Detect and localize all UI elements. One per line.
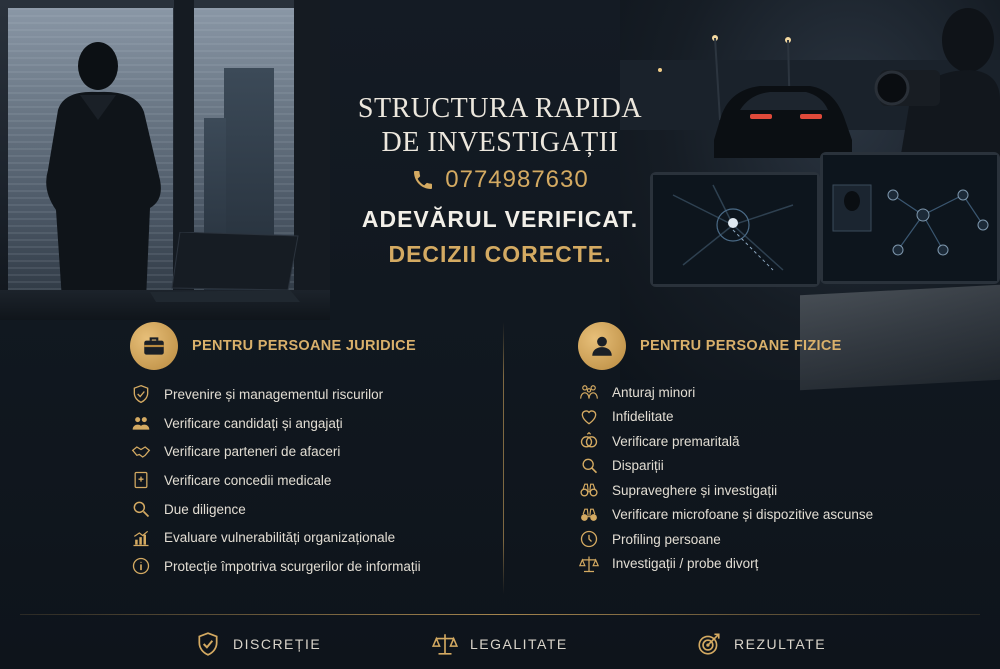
heart-icon [578, 406, 600, 428]
individuals-list [578, 380, 958, 576]
profile-icon [578, 528, 600, 550]
legal-entities-section [130, 322, 490, 581]
tagline-line-2: DECIZII CORECTE. [388, 241, 612, 267]
item-label: Anturaj minori [612, 384, 696, 400]
handshake-icon [130, 441, 152, 463]
list-item [578, 380, 958, 405]
shield-check-icon [195, 631, 221, 657]
monitor-map-image [650, 172, 820, 287]
briefcase-icon [130, 322, 178, 370]
phone-icon [411, 168, 435, 192]
item-label: Prevenire și managementul riscurilor [164, 386, 384, 402]
target-icon [696, 631, 722, 657]
list-item [130, 495, 490, 524]
list-item [578, 503, 958, 528]
shield-check-icon [130, 383, 152, 405]
list-item [130, 380, 490, 409]
item-label: Due diligence [164, 501, 246, 517]
scales-icon [432, 631, 458, 657]
list-item [130, 466, 490, 495]
monitor-network-image [820, 152, 1000, 284]
medical-document-icon [130, 469, 152, 491]
legal-entities-list [130, 380, 490, 581]
individuals-title: PENTRU PERSOANE FIZICE [640, 338, 842, 354]
group-icon [578, 381, 600, 403]
scales-icon [578, 553, 600, 575]
people-icon [130, 412, 152, 434]
phone-row [330, 166, 670, 194]
footer-results [696, 628, 826, 660]
info-shield-icon [130, 555, 152, 577]
footer-divider [20, 614, 980, 615]
list-item [578, 405, 958, 430]
list-item [578, 454, 958, 479]
headline [330, 92, 670, 268]
item-label: Dispariții [612, 458, 664, 474]
list-item [130, 523, 490, 552]
item-label: Investigații / probe divorț [612, 556, 759, 572]
office-scene-image [0, 0, 330, 320]
list-item [130, 552, 490, 581]
list-item [130, 409, 490, 438]
person-icon [578, 322, 626, 370]
title-line-1: STRUCTURA RAPIDA [357, 93, 643, 124]
legal-entities-title: PENTRU PERSOANE JURIDICE [192, 338, 416, 354]
phone-number[interactable]: 0774987630 [445, 166, 589, 193]
missing-person-icon [578, 455, 600, 477]
magnifier-icon [130, 498, 152, 520]
list-item [578, 527, 958, 552]
laptop-image [150, 232, 300, 302]
individuals-header [578, 322, 958, 370]
item-label: Infidelitate [612, 409, 674, 425]
binoculars-icon [578, 479, 600, 501]
list-item [578, 429, 958, 454]
item-label: Supraveghere și investigații [612, 482, 778, 498]
item-label: Verificare microfoane și dispozitive ascunse [612, 507, 874, 523]
column-divider [503, 322, 504, 594]
footer-discretion [195, 628, 321, 660]
footer-label: LEGALITATE [470, 636, 568, 652]
footer-label: DISCREȚIE [233, 636, 322, 652]
photographer-image [870, 0, 1000, 160]
chart-icon [130, 527, 152, 549]
item-label: Verificare premaritală [612, 433, 740, 449]
footer-label: REZULTATE [734, 636, 827, 652]
item-label: Evaluare vulnerabilități organizaționale [164, 530, 396, 546]
footer-legality [432, 628, 568, 660]
rings-icon [578, 430, 600, 452]
item-label: Protecție împotriva scurgerilor de informații [164, 558, 421, 574]
title-line-2: DE INVESTIGAȚII [381, 127, 619, 158]
list-item [578, 552, 958, 577]
tagline-line-1: ADEVĂRUL VERIFICAT. [361, 206, 639, 232]
item-label: Profiling persoane [612, 531, 721, 547]
item-label: Verificare concedii medicale [164, 472, 332, 488]
item-label: Verificare parteneri de afaceri [164, 444, 341, 460]
list-item [130, 437, 490, 466]
individuals-section [578, 322, 958, 576]
bug-binoculars-icon [578, 504, 600, 526]
legal-entities-header [130, 322, 490, 370]
list-item [578, 478, 958, 503]
item-label: Verificare candidați și angajați [164, 415, 343, 431]
